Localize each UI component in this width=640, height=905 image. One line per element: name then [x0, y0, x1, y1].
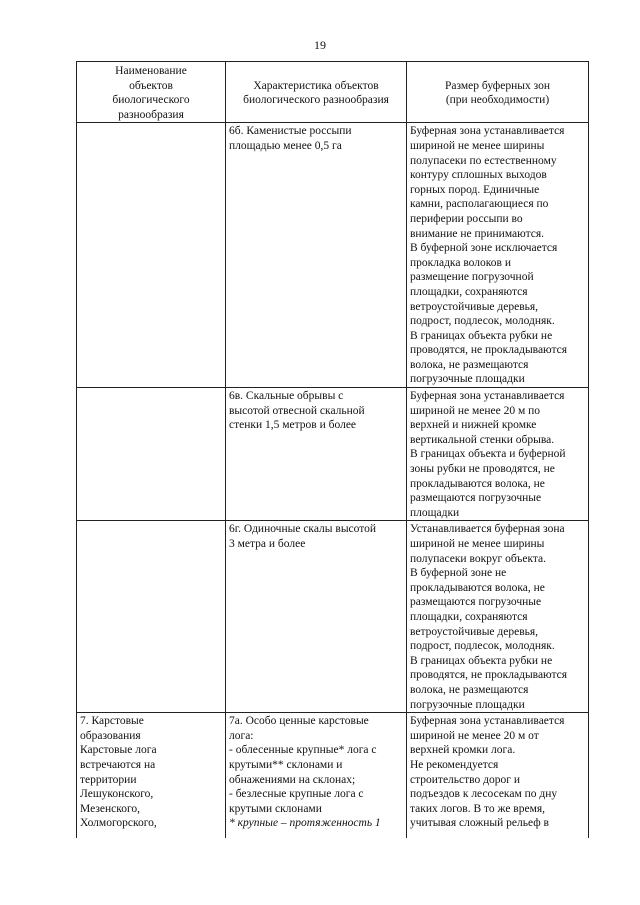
page-number: 19 — [314, 38, 326, 52]
row-7-object-cell: 7. Карстовые образования Карстовые лога встречаются на территории Лешуконского, Мезенского, Холмогорского, — [77, 713, 226, 839]
row-7a-buffer-cell: Буферная зона устанавливается шириной не менее 20 м от верхней кромки лога. Не рекомендуется строительство дорог и подъездов к лесосекам по дну таких логов. В то же время, учитывая сложный рельеф в — [407, 713, 589, 839]
row-6b-characteristic-cell: 6б. Каменистые россыпи площадью менее 0,5 га — [226, 123, 407, 388]
header-characteristics: Характеристика объектов биологического разнообразия — [226, 62, 407, 123]
row-6b-buffer-cell: Буферная зона устанавливается шириной не менее ширины полупасеки по естественному контуру сплошных выходов горных пород. Единичные камни, располагающиеся по периферии россыпи во внимание не принимаются. В буферной зоне исключается прокладка волоков и размещение погрузочной площадки, сохраняются ветроустойчивые деревья, подрост, подлесок, молодняк. В границах объекта рубки не проводятся, не прокладываются волока, не размещаются погрузочные площадки — [407, 123, 589, 388]
row-6g-characteristic-cell: 6г. Одиночные скалы высотой 3 метра и более — [226, 521, 407, 713]
header-buffer-zone-size: Размер буферных зон (при необходимости) — [407, 62, 589, 123]
row-6v-buffer-cell: Буферная зона устанавливается шириной не менее 20 м по верхней и нижней кромке вертикальной стенки обрыва. В границах объекта и буферной зоны рубки не проводятся, не прокладываются волока, не размещаются погрузочные площадки — [407, 388, 589, 521]
table-row — [77, 713, 589, 839]
row-6v-object-cell — [77, 388, 226, 521]
table-row — [77, 123, 589, 388]
footnote-large-definition: * крупные – протяженность 1 — [229, 817, 381, 830]
table-row — [77, 388, 589, 521]
header-object-name: Наименование объектов биологического разнообразия — [77, 62, 226, 123]
row-6g-object-cell — [77, 521, 226, 713]
row-6v-characteristic-cell: 6в. Скальные обрывы с высотой отвесной скальной стенки 1,5 метров и более — [226, 388, 407, 521]
row-6b-object-cell — [77, 123, 226, 388]
row-7a-characteristic-cell: 7а. Особо ценные карстовые лога: - облесенные крупные* лога с крутыми** склонами и обнажениями на склонах; - безлесные крупные лога с крутыми склонами * крупные – протяженность 1 — [226, 713, 407, 839]
row-6g-buffer-cell: Устанавливается буферная зона шириной не менее ширины полупасеки вокруг объекта. В буферной зоне не прокладываются волока, не размещаются погрузочные площадки, сохраняются ветроустойчивые деревья, подрост, подлесок, молодняк. В границах объекта рубки не проводятся, не прокладываются волока, не размещаются погрузочные площадки — [407, 521, 589, 713]
table-row — [77, 521, 589, 713]
table-header-row — [77, 62, 589, 123]
biodiversity-table — [76, 61, 589, 838]
